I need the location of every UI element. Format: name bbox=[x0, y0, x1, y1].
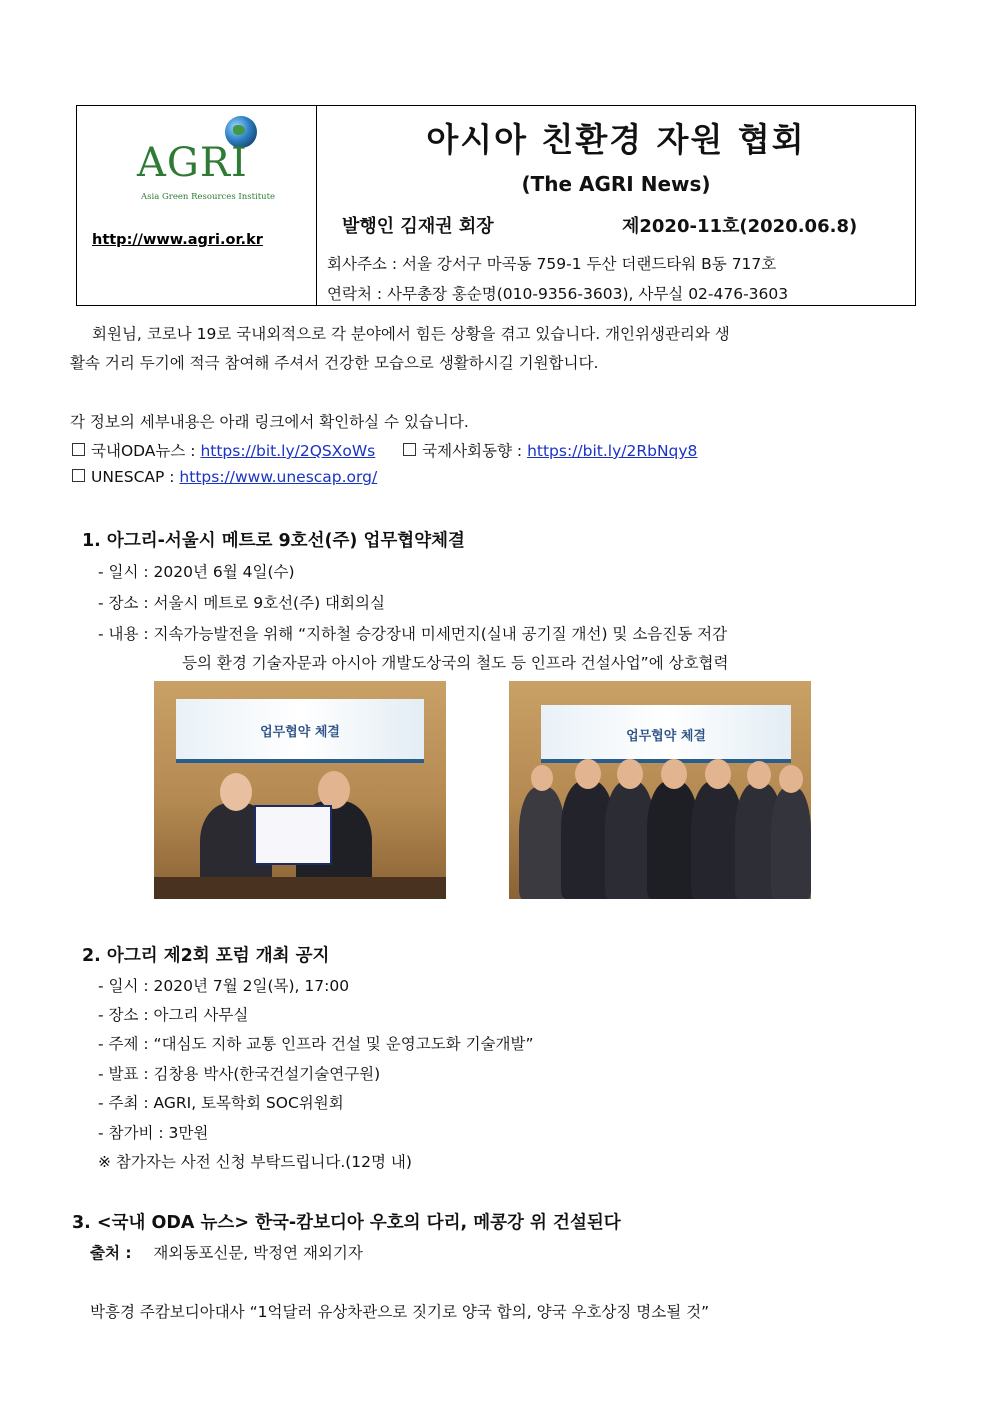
section-2-topic: - 주제 : “대심도 지하 교통 인프라 건설 및 운영고도화 기술개발” bbox=[98, 1035, 534, 1053]
unescap-link[interactable]: https://www.unescap.org/ bbox=[179, 468, 378, 486]
organization-title: 아시아 친환경 자원 협회 bbox=[426, 120, 806, 159]
newsletter-header bbox=[76, 105, 916, 306]
section-1-content-2: 등의 환경 기술자문과 아시아 개발도상국의 철도 등 인프라 건설사업”에 상호협력 bbox=[182, 654, 729, 672]
section-1-place: - 장소 : 서울시 메트로 9호선(주) 대회의실 bbox=[98, 594, 385, 612]
photo-banner-title: 업무협약 체결 bbox=[626, 729, 706, 744]
intro-line-2: 활속 거리 두기에 적극 참여해 주셔서 건강한 모습으로 생활하시길 기원합니다. bbox=[70, 354, 599, 372]
intl-news-label: 국제사회동향 : bbox=[422, 442, 528, 460]
link-row-unescap bbox=[72, 468, 377, 486]
oda-news-label: 국내ODA뉴스 : bbox=[91, 442, 201, 460]
newsletter-name: (The AGRI News) bbox=[521, 172, 711, 196]
publisher: 발행인 김재권 회장 bbox=[342, 216, 494, 237]
checkbox-icon bbox=[72, 469, 85, 482]
section-2-date: - 일시 : 2020년 7월 2일(목), 17:00 bbox=[98, 977, 350, 995]
section-2-presenter: - 발표 : 김창용 박사(한국건설기술연구원) bbox=[98, 1065, 381, 1083]
links-lead: 각 정보의 세부내용은 아래 링크에서 확인하실 수 있습니다. bbox=[70, 413, 469, 431]
section-3-title: 3. <국내 ODA 뉴스> 한국-캄보디아 우호의 다리, 메콩강 위 건설된다 bbox=[72, 1213, 621, 1233]
section-2-title: 2. 아그리 제2회 포럼 개최 공지 bbox=[82, 946, 330, 966]
section-2-fee: - 참가비 : 3만원 bbox=[98, 1124, 209, 1142]
section-3-headline: 박흥경 주캄보디아대사 “1억달러 유상차관으로 짓기로 양국 합의, 양국 우호상징 명소될 것” bbox=[90, 1303, 710, 1321]
group-photo bbox=[509, 681, 811, 899]
section-2-host: - 주최 : AGRI, 토목학회 SOC위원회 bbox=[98, 1094, 344, 1112]
checkbox-icon bbox=[403, 443, 416, 456]
section-2-note: ※ 참가자는 사전 신청 부탁드립니다.(12명 내) bbox=[98, 1153, 412, 1171]
agri-logo bbox=[137, 116, 277, 206]
source-label: 출처 : bbox=[90, 1244, 132, 1262]
link-row-oda bbox=[72, 439, 697, 461]
agreement-document bbox=[254, 805, 332, 865]
intro-line-1: 회원님, 코로나 19로 국내외적으로 각 분야에서 힘든 상황을 겪고 있습니다. 개인위생관리와 생 bbox=[92, 325, 730, 343]
logo-subtitle: Asia Green Resources Institute bbox=[141, 192, 276, 202]
source-text: 재외동포신문, 박정연 재외기자 bbox=[153, 1244, 363, 1262]
oda-news-link[interactable]: https://bit.ly/2QSXoWs bbox=[200, 442, 376, 460]
logo-cell bbox=[77, 106, 317, 305]
website-link[interactable]: http://www.agri.or.kr bbox=[92, 232, 263, 248]
info-cell bbox=[317, 106, 915, 305]
photo-banner bbox=[176, 699, 424, 763]
photo-banner bbox=[541, 705, 791, 763]
intl-news-link[interactable]: https://bit.ly/2RbNqy8 bbox=[527, 442, 698, 460]
checkbox-icon bbox=[72, 443, 85, 456]
mou-signing-photo bbox=[154, 681, 446, 899]
section-3-source bbox=[90, 1241, 363, 1263]
section-2-place: - 장소 : 아그리 사무실 bbox=[98, 1006, 249, 1024]
section-1-date: - 일시 : 2020년 6월 4일(수) bbox=[98, 563, 295, 581]
contact-info: 연락처 : 사무총장 홍순명(010-9356-3603), 사무실 02-476-3603 bbox=[327, 285, 789, 303]
logo-text: AGRI bbox=[137, 140, 248, 186]
unescap-label: UNESCAP : bbox=[91, 468, 180, 486]
section-1-content-1: - 내용 : 지속가능발전을 위해 “지하철 승강장내 미세먼지(실내 공기질 개선) 및 소음진동 저감 bbox=[98, 625, 728, 643]
issue-number: 제2020-11호(2020.06.8) bbox=[622, 216, 858, 237]
section-1-title: 1. 아그리-서울시 메트로 9호선(주) 업무협약체결 bbox=[82, 531, 465, 551]
company-address: 회사주소 : 서울 강서구 마곡동 759-1 두산 더랜드타워 B동 717호 bbox=[327, 255, 777, 273]
photo-banner-title: 업무협약 체결 bbox=[260, 725, 340, 740]
